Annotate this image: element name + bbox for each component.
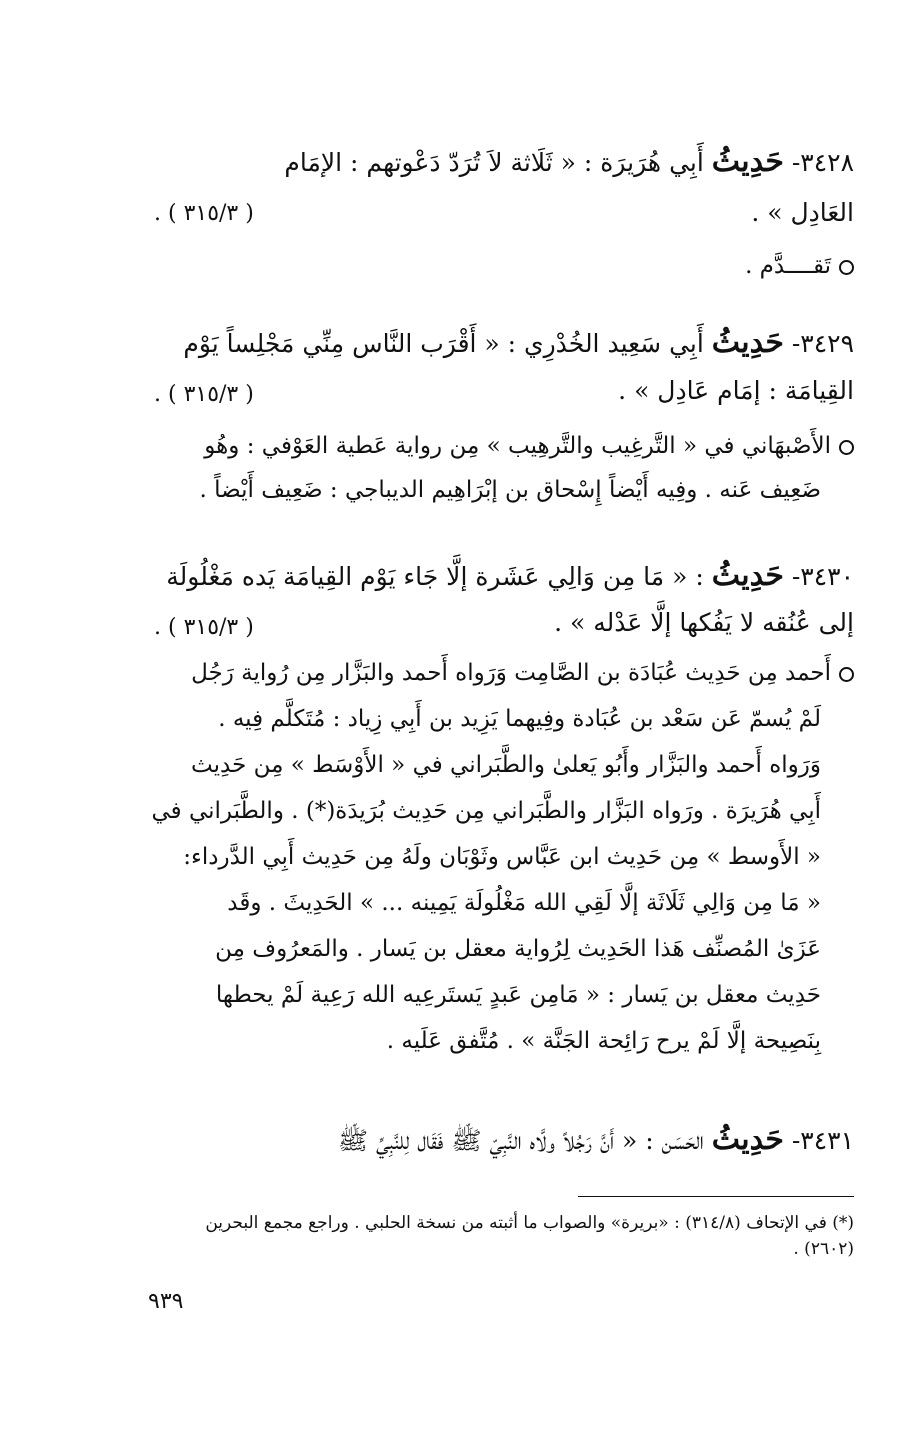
comment-line: « الأَوسط » مِن حَدِيث ابن عَبَّاس وثَوْبَان ولَهُ مِن حَدِيث أَبِي الدَّرداء:: [183, 844, 821, 870]
circle-bullet-icon: [839, 440, 854, 455]
circle-bullet-icon: [839, 667, 854, 682]
entry-head-word: حَدِيثُ: [711, 1122, 784, 1157]
comment-line: أَبِي هُرَيرَة . ورَواه البَزَّار والطَّبَراني مِن حَدِيث بُرَيدَة(*) . والطَّبَراني في: [151, 798, 821, 824]
comment-line: الأَصْبهَاني في « التَّرغِيب والتَّرهِيب » مِن رواية عَطية العَوْفي : وهُو: [204, 426, 854, 466]
comment-line: لَمْ يُسمّ عَن سَعْد بن عُبَادة وفِيهما يَزِيد بن أَبِي زِياد : مُتَكلَّم فِيه .: [218, 706, 821, 732]
entry-number: ٣٤٢٨-: [791, 148, 854, 177]
entry-text: أَبِي هُرَيرَة : « ثَلَاثة لاَ تُرَدّ دَعْوتهم : الإمَام: [284, 148, 704, 177]
entry-text: الحَسَن : « أَنَّ رَجُلاً ولَّاه النَّبِيّ ﷺ فَقَال لِلنَّبِيِّ ﷺ: [337, 1126, 704, 1155]
entry-text-line: القِيامَة : إمَام عَادِل » .: [618, 376, 854, 405]
entry-reference: ( ٣١٥/٣ ) .: [154, 201, 254, 226]
comment-line: عَزَىٰ المُصنِّف هَذا الحَدِيث لِرُواية معقل بن يَسار . والمَعرُوف مِن: [215, 936, 821, 962]
comment-line: أَحمد مِن حَدِيث عُبَادَة بن الصَّامِت وَرَواه أَحمد والبَزَّار مِن رُواية رَجُل: [191, 653, 854, 693]
entry-text: : « مَا مِن وَالِي عَشَرة إلَّا جَاء يَوْم القِيامَة يَده مَغْلُولَة: [166, 562, 704, 591]
comment-line: تَقــــدَّم .: [745, 246, 854, 286]
entry-heading-line: [338, 1120, 854, 1161]
entry-text-line: إلى عُنُقه لا يَفُكها إلَّا عَدْله » .: [554, 608, 854, 637]
entry-heading-line: [166, 556, 854, 597]
comment-line: « مَا مِن وَالِي ثَلَاثَة إلَّا لَقِي الله مَغْلُولَة يَمِينه ... » الحَدِيثَ . وقَد: [227, 890, 821, 916]
comment-line: حَدِيث معقل بن يَسار : « مَامِن عَبدٍ يَستَرعِيه الله رَعِية لَمْ يحطها: [215, 982, 821, 1008]
entry-head-word: حَدِيثُ: [711, 144, 784, 179]
entry-head-word: حَدِيثُ: [711, 558, 784, 593]
entry-number: ٣٤٣٠-: [791, 562, 854, 591]
entry-number: ٣٤٢٩-: [791, 329, 854, 358]
comment-line: وَرَواه أَحمد والبَزَّار وأَبُو يَعلىٰ والطَّبَراني في « الأَوْسَط » مِن حَدِيث: [191, 752, 821, 778]
entry-head-word: حَدِيثُ: [711, 325, 784, 360]
circle-bullet-icon: [839, 260, 854, 275]
footnote-divider: [578, 1196, 854, 1197]
entry-heading-line: [183, 323, 854, 364]
footnote-line: (٢٦٠٢) .: [793, 1239, 854, 1259]
entry-reference: ( ٣١٥/٣ ) .: [154, 382, 254, 407]
entry-reference: ( ٣١٥/٣ ) .: [154, 615, 254, 640]
entry-text-line: العَادِل » .: [751, 198, 854, 227]
entry-number: ٣٤٣١-: [791, 1126, 854, 1155]
entry-heading-line: [284, 142, 854, 183]
page-number: ٩٣٩: [148, 1289, 184, 1314]
footnote-line: (*) في الإتحاف (٣١٤/٨) : «بريرة» والصواب ما أثبته من نسخة الحلبي . وراجع مجمع البحرين: [205, 1213, 854, 1233]
comment-line: بِنَصِيحة إلَّا لَمْ يرح رَائِحة الجَنَّة » . مُتَّفق عَلَيه .: [386, 1028, 821, 1054]
comment-line: ضَعِيف عَنه . وفِيه أَيْضاً إِسْحاق بن إبْرَاهِيم الديباجي : ضَعِيف أَيْضاً .: [199, 477, 821, 503]
entry-text: أَبِي سَعِيد الخُدْرِي : « أَقْرَب النَّاس مِنِّي مَجْلِساً يَوْم: [183, 329, 704, 358]
